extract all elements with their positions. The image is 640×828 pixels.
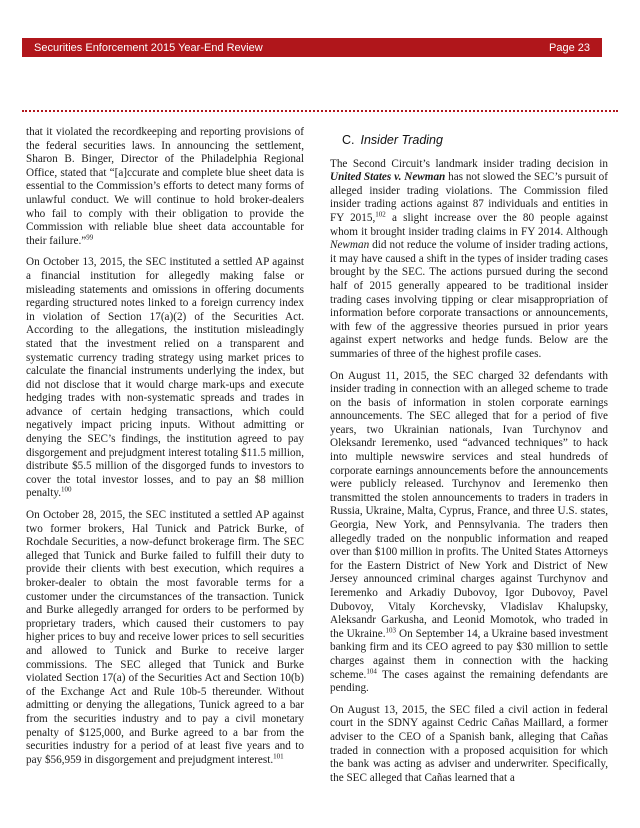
paragraph-text: On August 13, 2015, the SEC filed a civil action in federal court in the SDNY against Cedric Cañas Maillard, a former adviser to the CEO of a Spanish bank, alleging that Cañas traded in connection with a proposed acquisition for which the bank was acting as adviser and underwriter. Specifically, the SEC alleged that Cañas learned that a [330, 703, 608, 784]
footnote-ref: 100 [61, 485, 72, 494]
paragraph-text: did not reduce the volume of insider trading actions, it may have caused a shift in the types of insider trading cases brought by the SEC. The actions pursued during the second half of 2015 generally appeared to be traditional insider trading cases involving tipping or clear misappropriation of information before corporate transactions or announcements, with few of the aggressive theories pursued in prior years against expert networks and hedge funds. Below are the summaries of three of the highest profile cases. [330, 239, 608, 360]
page-number: Page 23 [549, 41, 590, 54]
case-name: Newman [330, 239, 370, 252]
footnote-ref: 101 [273, 751, 284, 760]
footnote-ref: 99 [86, 233, 94, 242]
section-title: Insider Trading [360, 133, 443, 147]
section-heading [342, 134, 608, 148]
paragraph-text: that it violated the recordkeeping and reporting provisions of the federal securities laws. In announcing the settlement, Sharon B. Binger, Director of the Philadelphia Regional Office, stated that “[a]ccurate and complete blue sheet data is essential to the Commission’s efforts to detect many forms of unlawful conduct. We will continue to hold broker-dealers who fail to comply with their obligation to provide the Commission with reliable blue sheet data accountable for their failure.” [26, 126, 304, 247]
paragraph-text: On October 13, 2015, the SEC instituted a settled AP against a financial institution for allegedly making false or misleading statements and omissions in offering documents regarding structured notes linked to a foreign currency index in violation of Section 17(a)(2) of the Securities Act. According to the allegations, the institution misleadingly stated that the investment relied on a transparent and systematic currency trading strategy using market prices to calculate the financial instruments underlying the index, but did not disclose that it would charge mark-ups and execute hedging trades with non-systematic spreads and trades in advance of certain hedging transactions, which could negatively impact pricing inputs. Without admitting or denying the SEC’s findings, the institution agreed to pay disgorgement and prejudgment interest totaling $11.5 million, distribute $5.5 million of the disgorged funds to investors to cover the total investor losses, and to pay an $8 million penalty. [26, 256, 304, 500]
paragraph [26, 509, 304, 767]
paragraph [26, 256, 304, 501]
case-name: United States v. Newman [330, 171, 446, 184]
dotted-divider [22, 110, 618, 112]
paragraph-text: has not slowed the SEC’s pursuit of alleged insider trading violations. The Commission filed insider trading actions against 87 individuals and entities in FY 2015, [330, 171, 608, 224]
paragraph-text: On October 28, 2015, the SEC instituted a settled AP against two former brokers, Hal Tunick and Patrick Burke, of Rochdale Securities, a now-defunct brokerage firm. The SEC alleged that Tunick and Burke failed to fulfill their duty to provide their clients with best execution, which requires a broker-dealer to obtain the most favorable terms for a customer under the circumstances of the transaction. Tunick and Burke allegedly arranged for orders to be performed by proprietary traders, which caused their customers to pay higher prices to buy and receive lower prices to sell securities and allowed to Tunick and Burke to receive larger commissions. The SEC alleged that Tunick and Burke violated Section 17(a) of the Securities Act and Section 10(b) of the Exchange Act and Rule 10b-5 thereunder. Without admitting or denying the allegations, Tunick agreed to a bar from the securities industry and to pay a civil monetary penalty of $125,000, and Burke agreed to a bar from the securities industry for a period of at least five years and to pay $56,959 in disgorgement and prejudgment interest. [26, 509, 304, 766]
paragraph-text: a slight increase over the 80 people against whom it brought insider trading claims in FY 2014. Although [330, 211, 608, 238]
header-bar [22, 38, 602, 57]
paragraph [330, 370, 608, 696]
footnote-ref: 102 [375, 210, 386, 219]
paragraph [26, 126, 304, 248]
paragraph-text: On August 11, 2015, the SEC charged 32 defendants with insider trading in connection with an alleged scheme to trade on the basis of information in stolen corporate earnings announcements. The SEC alleged that for a period of five years, two Ukrainian nationals, Ivan Turchynov and Oleksandr Ieremenko, used “advanced techniques” to hack into multiple newswire services and steal hundreds of corporate earnings announcements before the announcements were publicly released. Turchynov and Ieremenko then transmitted the stolen announcements to traders in traders in Russia, Ukraine, Malta, Cyprus, France, and three U.S. states, Georgia, New York, and Pennsylvania. The traders then allegedly traded on the nonpublic information and reaped over than $100 million in profits. The United States Attorneys for the Eastern District of New York and District of New Jersey announced criminal charges against Turchynov and Ieremenko and Arkadiy Dubovoy, Igor Dubovoy, Pavel Dubovoy, Vitaly Korchevsky, Vladislav Khalupsky, Aleksandr Garkusha, and Leonid Momotok, who traded in the Ukraine. [330, 369, 608, 640]
section-number: C. [342, 133, 355, 147]
paragraph [330, 158, 608, 362]
paragraph-text: The Second Circuit’s landmark insider trading decision in [330, 157, 608, 170]
right-column [330, 126, 608, 793]
left-column [26, 126, 304, 775]
paragraph-text: On September 14, a Ukraine based investment banking firm and its CEO agreed to pay $30 million to settle charges against them in connection with the hacking scheme. [330, 627, 609, 681]
document-title: Securities Enforcement 2015 Year-End Review [34, 41, 263, 54]
paragraph-text: The cases against the remaining defendants are pending. [330, 668, 608, 695]
footnote-ref: 103 [385, 626, 396, 635]
footnote-ref: 104 [366, 666, 377, 675]
paragraph [330, 704, 608, 786]
